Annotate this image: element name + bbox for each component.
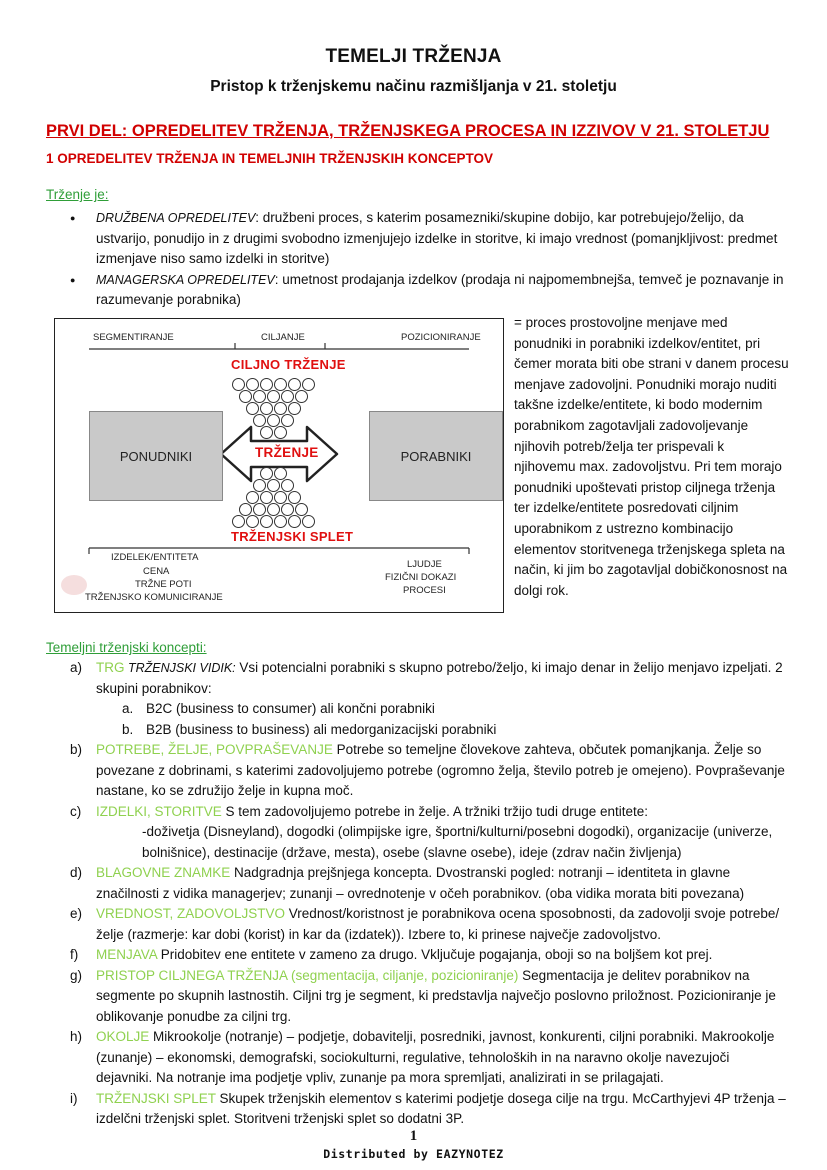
concept-item: g) PRISTOP CILJNEGA TRŽENJA (segmentacija, ciljanje, pozicioniranje) Segmentacija je delitev porabnikov na segmente po skupnih lastnostih. Ciljni trg je segment, ki predstavlja največjo poslovno priložnost. Pozicioniranje je oblikovanje ponudbe za ciljni trg. [70, 967, 776, 1024]
part-heading: PRVI DEL: OPREDELITEV TRŽENJA, TRŽENJSKEGA PROCESA IN IZZIVOV V 21. STOLETJU [46, 122, 770, 140]
concept-item: i) TRŽENJSKI SPLET Skupek trženjskih elementov s katerimi podjetje dosega cilje na trgu. McCarthyjevi 4P trženja – izdelčni trženjski splet. Storitveni trženjski splet so dodatni 3P. [70, 1090, 786, 1126]
concept-subitem: b. B2B (business to business) ali medorganizacijski porabniki [122, 721, 497, 737]
label-izdelek: IZDELEK/ENTITETA [111, 552, 199, 563]
concept-item: e) VREDNOST, ZADOVOLJSTVO Vrednost/koristnost je porabnikova ocena sposobnosti, da zadovolji svoje potrebe/želje (razmerje: kar dobi (korist) in kar da (izdatek)). Izbere to, ki prinese največje zadovoljstvo. [70, 906, 780, 942]
footer-distributed-by: Distributed by EAZYNOTEZ [323, 1147, 504, 1161]
trzenje-je-heading: Trženje je: [46, 187, 109, 202]
document-title: TEMELJI TRŽENJA [325, 46, 502, 67]
label-cena: CENA [143, 566, 170, 577]
concept-item: c) IZDELKI, STORITVE S tem zadovoljujemo potrebe in želje. A tržniki tržijo tudi druge entitete: [70, 803, 649, 819]
definition-item: ● MANAGERSKA OPREDELITEV: umetnost prodajanja izdelkov (prodaja ni najpomembnejša, temveč je poznavanje in razumevanje porabnika) [66, 270, 786, 311]
concept-item: b) POTREBE, ŽELJE, POVPRAŠEVANJE Potrebe so temeljne človekove zahteva, občutek pomanjkanja. Želje so povezane z dobrinami, s katerimi zadovoljujemo potrebe (ogromno želja, število potreb je omejeno). Povpraševanje nastane, ko se združijo želje in kupna moč. [70, 742, 785, 798]
entities-text: -doživetja (Disneyland), dogodki (olimpijske igre, športni/kulturni/posebni dogodki), organizacije (univerze, bolnišnice), destinacije (države, mesta), osebe (slavne osebe), ideje (zdrav način življenja) [142, 824, 773, 860]
definition-item: ● DRUŽBENA OPREDELITEV: družbeni proces, s katerim posamezniki/skupine dobijo, kar potrebujejo/želijo, da ustvarijo, ponudijo in z drugimi svobodno izmenjujejo izdelke in storitve, ki imajo vrednost (pomanjkljivost: predmet izmenjave niso samo izdelki in storitve) [66, 208, 786, 270]
label-segmentiranje: SEGMENTIRANJE [93, 332, 174, 343]
concepts-heading: Temeljni trženjski koncepti: [46, 640, 207, 655]
concept-item: a) TRG TRŽENJSKI VIDIK: Vsi potencialni porabniki s skupno potrebo/željo, ki imajo denar in želijo menjavo izpeljati. 2 skupini porabnikov: [70, 660, 783, 696]
label-fizicni-dokazi: FIZIČNI DOKAZI [385, 572, 457, 583]
watermark-logo-icon [61, 575, 87, 595]
concept-subitem: a. B2C (business to consumer) ali končni porabniki [122, 701, 435, 716]
diagram-description: = proces prostovoljne menjave med ponudniki in porabniki izdelkov/entitet, pri čemer morata biti obe strani v danem procesu menjave zadovoljni. Ponudniki morajo nuditi takšne izdelke/entitete, ki bodo modernim porabnikom zagotavljali zadovoljevanje njihovih potreb/želja ter prispevali k njihovemu max. zadovoljstvu. Pri tem morajo ponudniki upoštevati pristop ciljnega trženja ter izdelke/entitete posredovati ciljnim uporabnikom z ustrezno kombinacijo elementov storitvenega trženjskega spleta na način, ki jim bo zagotavljal dobičkonosnost na dolgi rok. [514, 315, 789, 598]
trzenje-center-label: TRŽENJE [255, 445, 319, 460]
top-target-rings-icon [230, 378, 330, 440]
label-komuniciranje: TRŽENJSKO KOMUNICIRANJE [85, 592, 223, 603]
trzenjski-splet-label: TRŽENJSKI SPLET [231, 529, 354, 544]
concept-item: f) MENJAVA Pridobitev ene entitete v zameno za drugo. Vključuje pogajanja, oboji so na boljšem kot prej. [70, 947, 713, 962]
label-procesi: PROCESI [403, 585, 446, 596]
document-subtitle: Pristop k trženjskemu načinu razmišljanja v 21. stoletju [210, 78, 617, 95]
concepts-list [46, 658, 786, 1130]
chapter-heading: 1 OPREDELITEV TRŽENJA IN TEMELJNIH TRŽENJSKIH KONCEPTOV [46, 151, 494, 166]
label-ciljanje: CILJANJE [261, 332, 305, 343]
definition-list [66, 208, 786, 311]
label-ljudje: LJUDJE [407, 559, 442, 570]
ciljno-trzenje-label: CILJNO TRŽENJE [231, 357, 346, 372]
porabniki-box: PORABNIKI [369, 411, 503, 501]
marketing-diagram [54, 318, 504, 613]
concept-item: h) OKOLJE Mikrookolje (notranje) – podjetje, dobavitelji, posredniki, javnost, konkurenti, ciljni porabniki. Makrookolje (zunanje) – ekonomski, demografski, sociokulturni, regulative, tehnoloških in na naravno okolje navezujoči dejavniki. Na notranje ima podjetje vpliv, zunanje pa mora spremljati, analizirati in se prilagajati. [70, 1029, 775, 1085]
label-trzne-poti: TRŽNE POTI [135, 579, 192, 590]
label-pozicioniranje: POZICIONIRANJE [401, 332, 481, 343]
ponudniki-box: PONUDNIKI [89, 411, 223, 501]
bottom-target-rings-icon [230, 467, 330, 529]
concept-item: d) BLAGOVNE ZNAMKE Nadgradnja prejšnjega koncepta. Dvostranski pogled: notranji – identiteta in glavne značilnosti z vidika managerjev; zunanji – ovrednotenje v očeh porabnikov. (oba vidika morata biti povezana) [70, 865, 745, 901]
page-number: 1 [409, 1128, 418, 1144]
